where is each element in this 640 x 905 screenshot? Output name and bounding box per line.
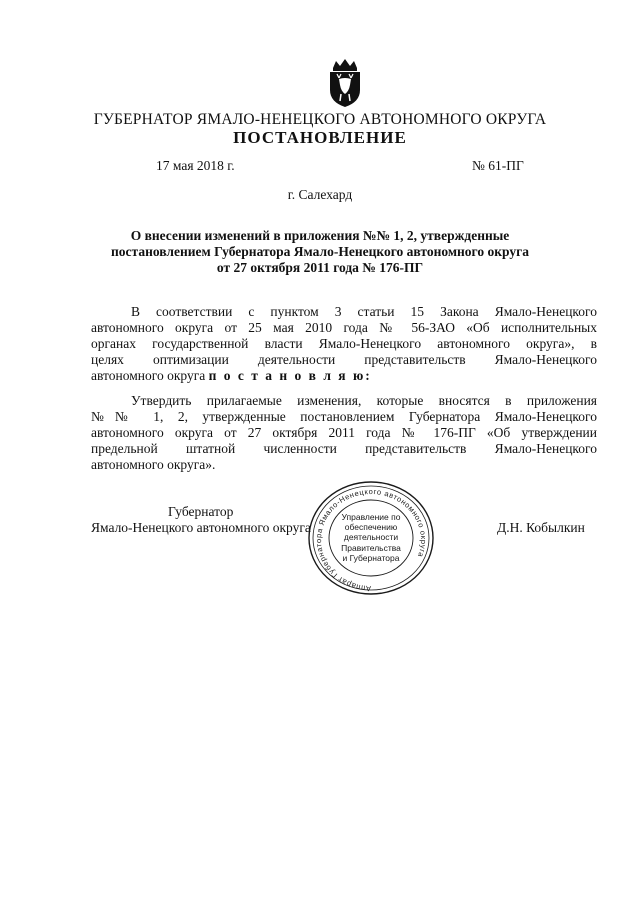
document-city: г. Салехард bbox=[287, 187, 353, 202]
paragraph-line: целях оптимизации деятельности представительств Ямало-Ненецкого bbox=[91, 352, 597, 367]
paragraph-line: автономного округа от 25 мая 2010 года № 56-ЗАО «Об исполнительных bbox=[91, 320, 597, 335]
paragraph-line: органах государственной власти Ямало-Ненецкого автономного округа», в bbox=[91, 336, 597, 351]
signatory-name: Д.Н. Кобылкин bbox=[497, 520, 585, 535]
title-line: от 27 октября 2011 года № 176-ПГ bbox=[216, 260, 424, 275]
paragraph-text: автономного округа bbox=[91, 368, 209, 383]
signatory-title: Губернатор bbox=[168, 504, 234, 519]
paragraph-line: автономного округа». bbox=[91, 457, 216, 472]
seal-center-text bbox=[327, 512, 415, 563]
seal-line: деятельности bbox=[343, 532, 399, 543]
paragraph-line bbox=[91, 368, 597, 384]
seal-line: Правительства bbox=[341, 542, 401, 553]
preamble-paragraph bbox=[91, 304, 597, 384]
seal-line: Управление по bbox=[341, 512, 401, 522]
paragraph-line: предельной штатной численности представительств Ямало-Ненецкого bbox=[91, 441, 597, 456]
decree-word: п о с т а н о в л я ю: bbox=[208, 368, 372, 383]
paragraph-line: Утвердить прилагаемые изменения, которые вносятся в приложения bbox=[131, 393, 597, 408]
document-number: № 61-ПГ bbox=[472, 158, 524, 173]
coat-of-arms-icon bbox=[327, 58, 363, 108]
document-date: 17 мая 2018 г. bbox=[156, 158, 235, 173]
issuing-authority: ГУБЕРНАТОР ЯМАЛО-НЕНЕЦКОГО АВТОНОМНОГО ОКРУГА bbox=[93, 111, 547, 128]
paragraph-line: №№ 1, 2, утвержденные постановлением Губернатора Ямало-Ненецкого bbox=[91, 409, 597, 424]
document-type: ПОСТАНОВЛЕНИЕ bbox=[233, 128, 407, 147]
document-title bbox=[100, 228, 540, 276]
title-line: О внесении изменений в приложения №№ 1, 2, утвержденные bbox=[130, 228, 510, 243]
title-line: постановлением Губернатора Ямало-Ненецкого автономного округа bbox=[111, 244, 529, 259]
signatory-title: Ямало-Ненецкого автономного округа bbox=[91, 520, 311, 535]
seal-line: и Губернатора bbox=[342, 552, 400, 563]
seal-line: обеспечению bbox=[344, 522, 398, 533]
decree-paragraph bbox=[91, 393, 597, 473]
paragraph-line: автономного округа от 27 октября 2011 года № 176-ПГ «Об утверждении bbox=[91, 425, 597, 440]
seal-ring-text: Аппарат Губернатора Ямало-Ненецкого автономного округа bbox=[314, 486, 429, 594]
paragraph-line: В соответствии с пунктом 3 статьи 15 Закона Ямало-Ненецкого bbox=[131, 304, 597, 319]
